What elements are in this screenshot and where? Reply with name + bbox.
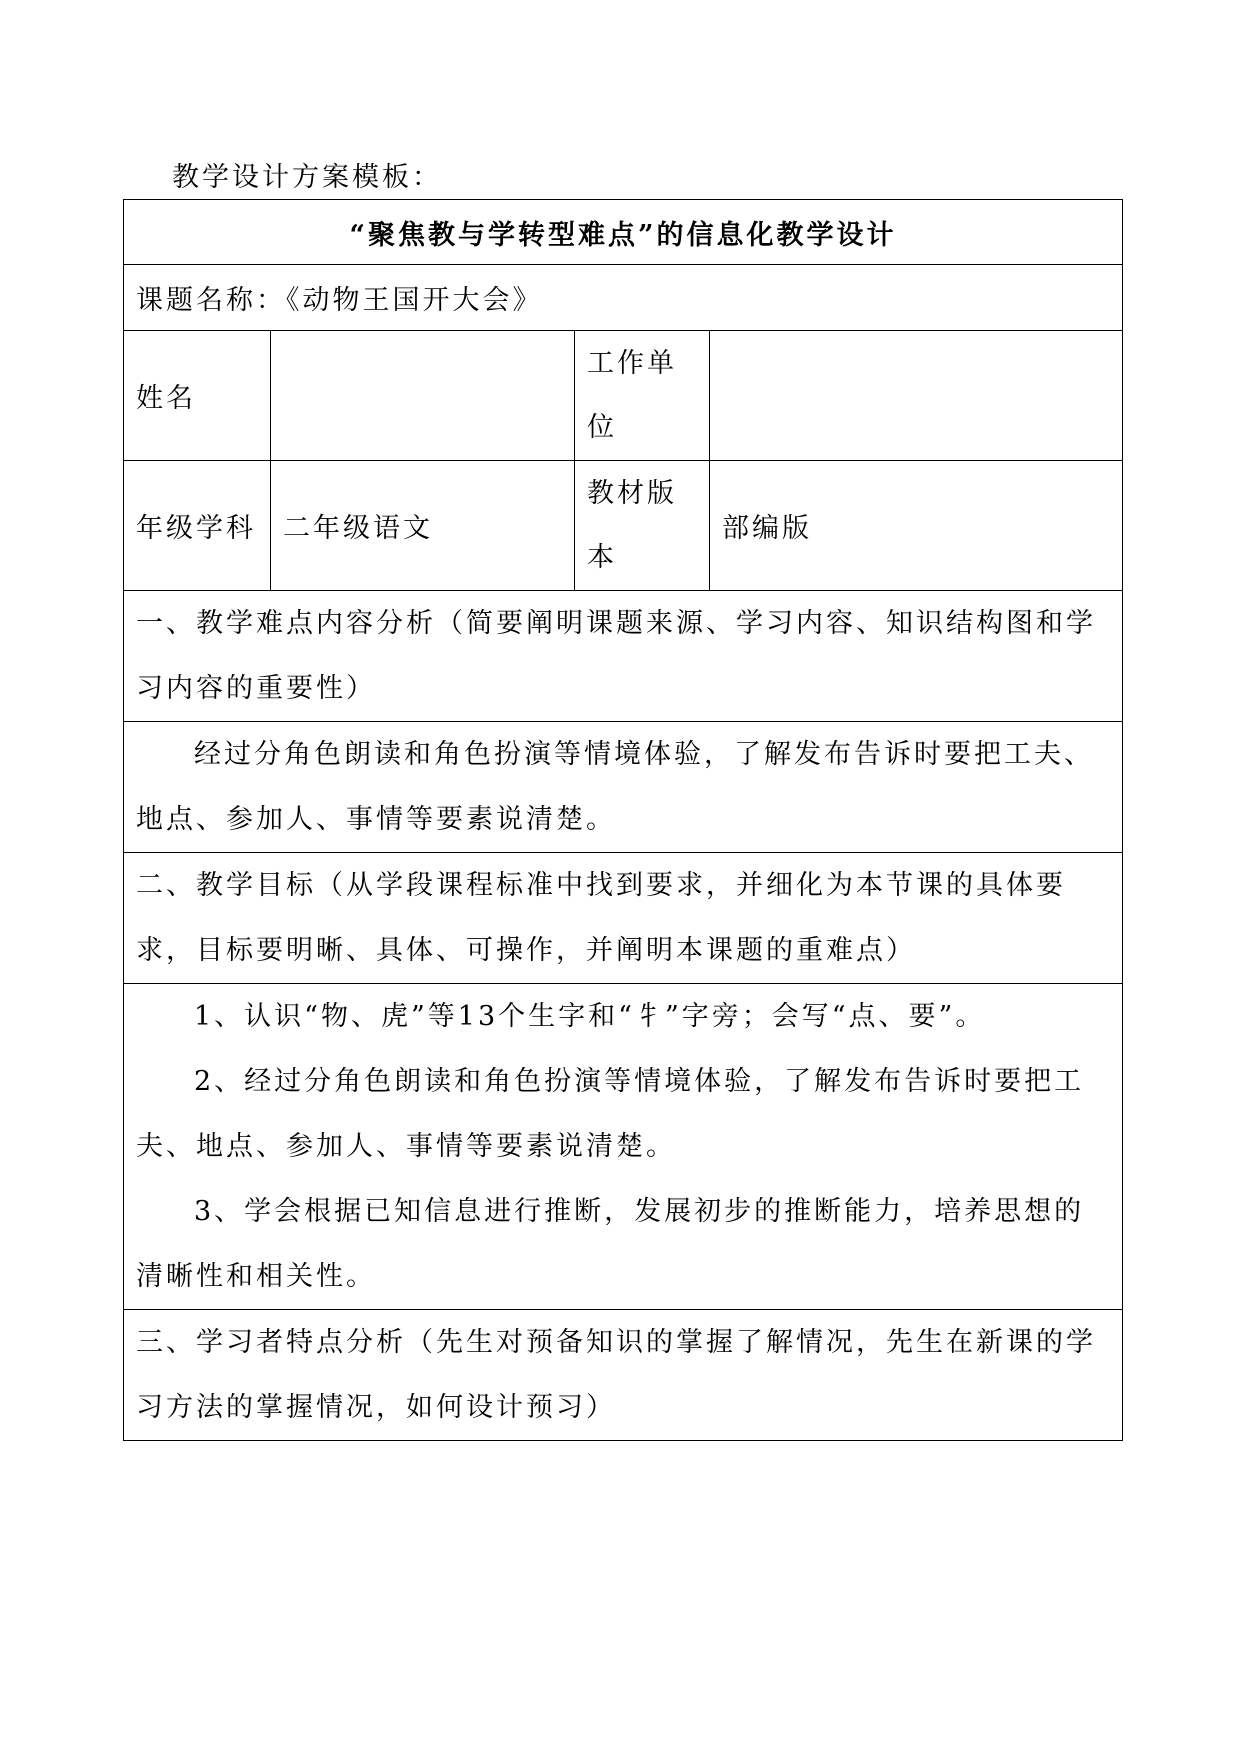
section3-heading: 三、学习者特点分析（先生对预备知识的掌握了解情况，先生在新课的学习方法的掌握情况，如何设计预习） — [124, 1310, 1123, 1441]
section1-heading: 一、教学难点内容分析（简要阐明课题来源、学习内容、知识结构图和学习内容的重要性） — [124, 591, 1123, 722]
textbook-version-value: 部编版 — [710, 461, 1123, 591]
goals-cell — [124, 984, 1123, 1310]
teaching-design-table — [123, 199, 1123, 1441]
document-heading: 教学设计方案模板： — [172, 162, 442, 193]
section1-body-cell — [124, 722, 1123, 853]
grade-subject-value: 二年级语文 — [271, 461, 575, 591]
goal-item: 3、学会根据已知信息进行推断，发展初步的推断能力，培养思想的清晰性和相关性。 — [136, 1196, 1085, 1292]
goal-item: 1、认识“物、虎”等13个生字和“牜”字旁；会写“点、要”。 — [194, 1001, 986, 1032]
name-value — [271, 331, 575, 461]
name-label: 姓名 — [124, 331, 271, 461]
course-name: 课题名称：《动物王国开大会》 — [124, 265, 1123, 331]
work-unit-value — [710, 331, 1123, 461]
grade-subject-label: 年级学科 — [124, 461, 271, 591]
work-unit-label: 工作单位 — [575, 331, 710, 461]
section1-body: 经过分角色朗读和角色扮演等情境体验，了解发布告诉时要把工夫、地点、参加人、事情等要素说清楚。 — [136, 739, 1094, 835]
goal-item: 2、经过分角色朗读和角色扮演等情境体验，了解发布告诉时要把工夫、地点、参加人、事情等要素说清楚。 — [136, 1066, 1085, 1162]
textbook-version-label: 教材版本 — [575, 461, 710, 591]
table-title: “聚焦教与学转型难点”的信息化教学设计 — [124, 200, 1123, 265]
section2-heading: 二、教学目标（从学段课程标准中找到要求，并细化为本节课的具体要求，目标要明晰、具体、可操作，并阐明本课题的重难点） — [124, 853, 1123, 984]
